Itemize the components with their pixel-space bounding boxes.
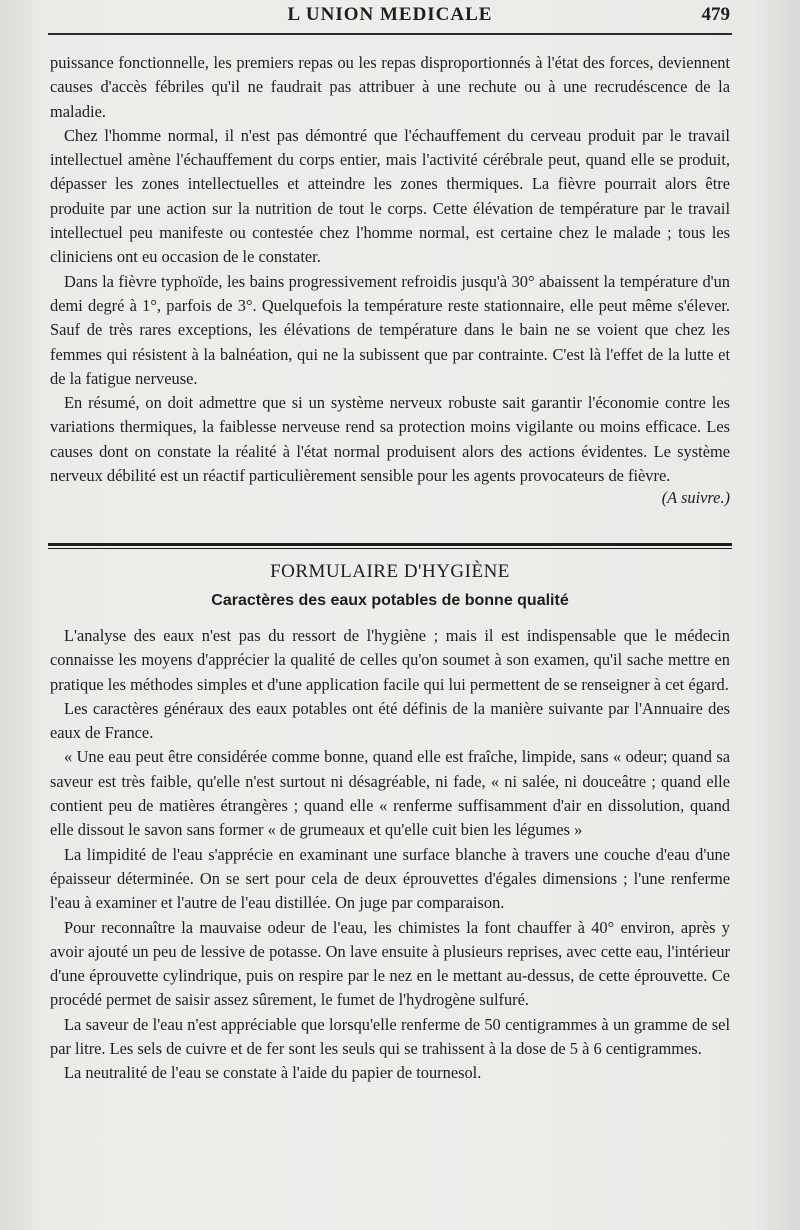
page-number: 479 <box>701 4 730 25</box>
section-separator <box>48 543 732 549</box>
paragraph: Pour reconnaître la mauvaise odeur de l'eau, les chimistes la font chauffer à 40° environ, après y avoir ajouté un peu de lessive de potasse. On lave ensuite à plusieurs reprises, avec cette eau, l'intérieur d'une éprouvette cylindrique, puis on respire par le nez en le mettant au-dessus, de cette éprouvette. Ce procédé permet de saisir assez sûrement, le fumet de l'hydrogène sulfuré. <box>50 917 730 1010</box>
paragraph: La saveur de l'eau n'est appréciable que lorsqu'elle renferme de 50 centigrammes à un gramme de sel par litre. Les sels de cuivre et de fer sont les seuls qui se trahissent à la dose de 5 à 6 centigrammes. <box>50 1014 730 1059</box>
paragraph: Dans la fièvre typhoïde, les bains progressivement refroidis jusqu'à 30° abaissent la température d'un demi degré à 1°, parfois de 3°. Quelquefois la température reste stationnaire, elle peut même s'élever. Sauf de très rares exceptions, les élévations de température dans le bain ne se voient que chez les femmes qui résistent à la balnéation, qui ne la subissent que par contrainte. C'est là l'effet de la lutte et de la fatigue nerveuse. <box>50 271 730 388</box>
running-header <box>50 4 730 26</box>
paragraph: La limpidité de l'eau s'apprécie en examinant une surface blanche à travers une couche d'eau d'une épaisseur déterminée. On se sert pour cela de deux éprouvettes d'égales dimensions ; l'une renferme l'eau à examiner et l'autre de l'eau distillée. On juge par comparaison. <box>50 844 730 913</box>
hygiene-article <box>50 624 730 1086</box>
paragraph: En résumé, on doit admettre que si un système nerveux robuste sait garantir l'économie contre les variations thermiques, la faiblesse nerveuse rend sa protection moins vigilante ou moins efficace. Les causes dont on constate la réalité à l'état normal produisent alors des actions évidentes. Le système nerveux débilité est un réactif particulièrement sensible pour les agents provocateurs de fièvre. <box>50 393 730 486</box>
paragraph: L'analyse des eaux n'est pas du ressort de l'hygiène ; mais il est indispensable que le médecin connaisse les moyens d'apprécier la qualité de celles qu'on soumet à son examen, qu'il sache mettre en pratique les méthodes simples et d'une application facile qui lui permettent de se renseigner à cet égard. <box>50 626 730 694</box>
journal-title: L UNION MEDICALE <box>287 4 493 25</box>
paragraph: Chez l'homme normal, il n'est pas démontré que l'échauffement du cerveau produit par le travail intellectuel amène l'échauffement du corps entier, mais l'activité cérébrale peut, quand elle se produit, dépasser les zones intellectuelles et atteindre les zones thermiques. La fièvre pourrait alors être produite par une action sur la nutrition de tout le corps. Cette élévation de température par le travail intellectuel peu manifeste ou contestée chez l'homme normal, est certaine chez le malade ; tous les cliniciens ont eu occasion de le constater. <box>50 125 730 267</box>
paragraph: Les caractères généraux des eaux potables ont été définis de la manière suivante par l'Annuaire des eaux de France. <box>50 698 730 743</box>
section-subtitle: Caractères des eaux potables de bonne qualité <box>211 592 569 609</box>
quoted-paragraph: « Une eau peut être considérée comme bonne, quand elle est fraîche, limpide, sans « odeur; quand sa saveur est très faible, qu'elle n'est surtout ni désagréable, ni fade, « ni salée, ni douceâtre ; quand elle contient peu de matières étrangères ; quand elle « renferme suffisamment d'air en dissolution, quand elle dissout le savon sans former « de grumeaux et qu'elle cuit bien les légumes » <box>50 747 730 840</box>
header-rule <box>48 33 732 35</box>
paragraph: puissance fonctionnelle, les premiers repas ou les repas disproportionnés à l'état des forces, deviennent causes d'accès fébriles qu'il ne faudrait pas attribuer à une rechute ou à une recrudéscence de la maladie. <box>50 53 730 121</box>
paragraph: La neutralité de l'eau se constate à l'aide du papier de tournesol. <box>64 1063 482 1083</box>
section-title: FORMULAIRE D'HYGIÈNE <box>270 561 510 582</box>
to-be-continued-note: (A suivre.) <box>661 488 730 508</box>
article-continuation <box>50 51 730 511</box>
